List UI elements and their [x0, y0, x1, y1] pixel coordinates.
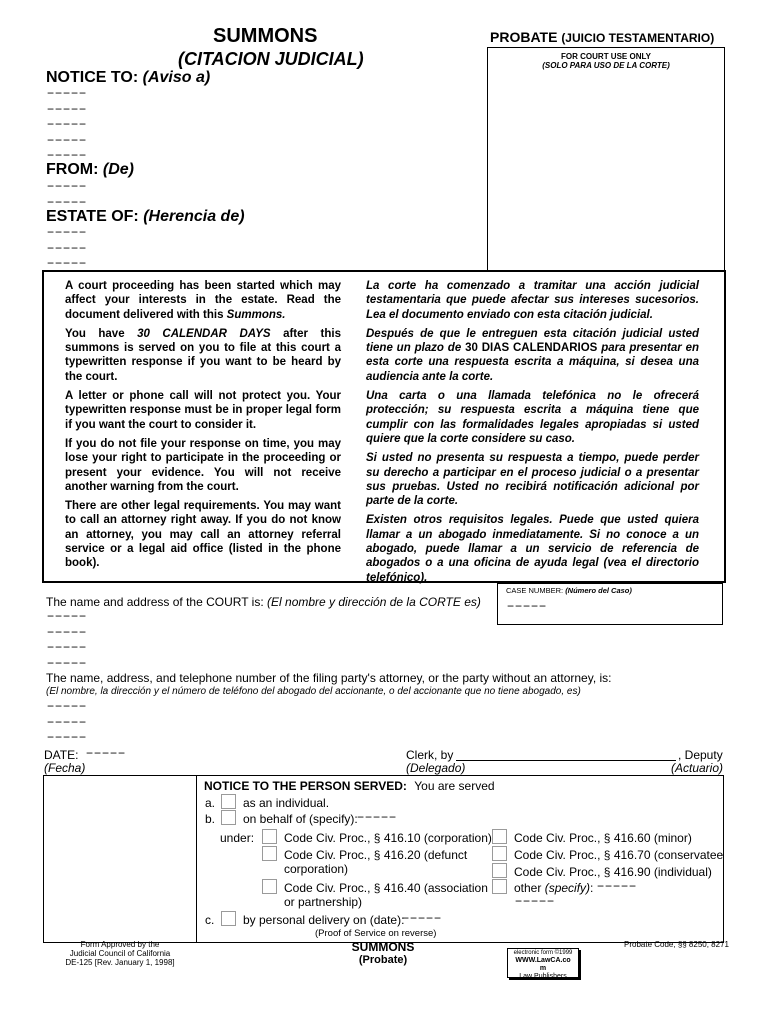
clerk-label: Clerk, by	[406, 748, 454, 762]
notice-to-field[interactable]: −−−−−	[47, 132, 88, 147]
served-b-text: on behalf of (specify):	[243, 812, 358, 826]
served-a-checkbox[interactable]	[221, 794, 236, 809]
notice-to-field[interactable]: −−−−−	[47, 101, 88, 116]
court-label	[46, 595, 481, 609]
court-label-es: (El nombre y dirección de la CORTE es)	[267, 595, 481, 609]
notice-en-p1-em: Summons.	[226, 308, 286, 321]
opt-41640-label: Code Civ. Proc., § 416.40 (association or partnership)	[284, 881, 488, 909]
case-number-label-es: (Número del Caso)	[565, 586, 632, 595]
attorney-field[interactable]: −−−−−	[47, 699, 88, 713]
attorney-label: The name, address, and telephone number of the filing party's attorney, or the party without an attorney, is:	[46, 671, 612, 685]
lawca-badge-line-4: Law Publishers	[519, 973, 567, 978]
from-label	[46, 161, 134, 179]
estate-of-text: ESTATE OF:	[46, 208, 139, 225]
case-number-field[interactable]: −−−−−	[507, 599, 548, 613]
lawca-badge-line-1: electronic form ©1999	[513, 950, 573, 956]
opt-41660-checkbox[interactable]	[492, 829, 507, 844]
opt-41670-label: Code Civ. Proc., § 416.70 (conservatee	[514, 848, 724, 862]
notice-en-p1-text: A court proceeding has been started which may affect your interests in the estate. Read the document delivered with this	[65, 280, 341, 321]
served-title-text: You are served	[414, 779, 495, 793]
served-b-checkbox[interactable]	[221, 810, 236, 825]
served-under-label: under:	[220, 831, 255, 845]
estate-of-field[interactable]: −−−−−	[47, 256, 88, 270]
from-field[interactable]: −−−−−	[47, 194, 88, 209]
served-b-letter: b.	[205, 812, 216, 826]
probate-title: PROBATE	[490, 29, 558, 45]
date-field[interactable]: −−−−−	[86, 746, 127, 760]
notice-en-p2-b: after this summons is served on you to file at this court a typewritten response if you want to be heard by the court.	[65, 327, 341, 383]
notice-to-text-es: (Aviso a)	[142, 69, 211, 86]
opt-other-label: other (specify):	[514, 881, 594, 895]
served-title	[204, 779, 495, 793]
proof-of-service-note: (Proof of Service on reverse)	[315, 928, 437, 939]
footer-probate-code: Probate Code, §§ 8250, 8271	[624, 940, 729, 949]
notice-es-p4: Si usted no presenta su respuesta a tiempo, puede perder su derecho a participar en el proceso judicial o a presentar sus pruebas. Usted no recibirá notificación adicional por parte de la corte.	[366, 452, 699, 508]
estate-of-fields	[47, 225, 87, 272]
court-use-label: FOR COURT USE ONLY	[561, 52, 651, 61]
footer-subtitle-text: (Probate)	[358, 954, 408, 966]
case-number-label	[506, 586, 722, 595]
served-a-text: as an individual.	[243, 796, 330, 810]
notice-to-field[interactable]: −−−−−	[47, 148, 88, 162]
date-label: DATE:	[44, 748, 79, 762]
served-c-letter: c.	[205, 913, 215, 927]
court-field[interactable]: −−−−−	[47, 609, 88, 623]
notice-spanish	[366, 279, 699, 585]
served-c-field[interactable]: −−−−−	[402, 911, 443, 925]
opt-41620-checkbox[interactable]	[262, 846, 277, 861]
opt-other-field[interactable]: −−−−−	[597, 879, 638, 893]
notice-to-field[interactable]: −−−−−	[47, 117, 88, 131]
case-number-box	[497, 583, 723, 625]
deputy-label: , Deputy	[678, 748, 723, 762]
from-field[interactable]: −−−−−	[47, 179, 88, 193]
lawca-badge[interactable]	[507, 948, 579, 978]
opt-other-text: other	[514, 881, 542, 895]
estate-of-field[interactable]: −−−−−	[47, 225, 88, 239]
opt-41640-checkbox[interactable]	[262, 879, 277, 894]
opt-41690-checkbox[interactable]	[492, 863, 507, 878]
opt-41660-label: Code Civ. Proc., § 416.60 (minor)	[514, 831, 692, 845]
court-label-text: The name and address of the COURT is:	[46, 595, 264, 609]
court-field[interactable]: −−−−−	[47, 624, 88, 639]
deputy-label-es: (Actuario)	[671, 761, 724, 775]
footer-form-info	[60, 940, 180, 967]
form-title: SUMMONS	[213, 25, 318, 47]
estate-of-text-es: (Herencia de)	[143, 208, 245, 225]
served-b-field[interactable]: −−−−−	[357, 810, 398, 824]
from-text: FROM:	[46, 161, 99, 178]
attorney-label-es: (El nombre, la dirección y el número de teléfono del abogado del accionante, o del accionante que no tiene abogado, es)	[46, 686, 581, 697]
opt-other-field-2[interactable]: −−−−−	[515, 894, 556, 908]
footer-title-text: SUMMONS	[351, 940, 415, 954]
notice-es-p2-c: para presentar en esta corte una respuesta escrita a máquina, si desea una audiencia ante la corte.	[366, 342, 699, 383]
notice-en-p2-em: 30 CALENDAR DAYS	[137, 327, 271, 340]
notice-es-p2	[366, 327, 699, 384]
notice-es-p1: La corte ha comenzado a tramitar una acción judicial testamentaria que puede afectar sus intereses sucesorios. Lea el documento enviado con esta citación judicial.	[366, 280, 699, 321]
served-title-bold: NOTICE TO THE PERSON SERVED:	[204, 779, 407, 793]
notice-en-p2-a: You have	[65, 327, 125, 340]
notice-en-p4: If you do not file your response on time, you may lose your right to participate in the proceeding or present your evidence. You will not receive another warning from the court.	[65, 437, 341, 493]
estate-of-label	[46, 208, 245, 226]
notice-es-p5: Existen otros requisitos legales. Puede que usted quiera llamar a un abogado inmediatamente. Si no conoce a un abogado, puede llamar a un servicio de referencia de abogados o a una oficina de ayuda legal (vea el directorio telefónico).	[366, 514, 699, 584]
notice-es-p2-a: Después de que le entreguen esta citación judicial usted tiene un plazo de	[366, 327, 699, 355]
opt-41670-checkbox[interactable]	[492, 846, 507, 861]
notice-to-field[interactable]: −−−−−	[47, 86, 88, 100]
notice-en-p1	[65, 279, 341, 322]
notice-en-p3: A letter or phone call will not protect you. Your typewritten response must be in proper legal form if you want the court to consider it.	[65, 390, 341, 431]
from-text-es: (De)	[102, 161, 134, 178]
notice-en-p5: There are other legal requirements. You may want to call an attorney right away. If you do not know an attorney, you may call an attorney referral service or a legal aid office (listed in the phone book).	[65, 500, 341, 570]
opt-other-em: (specify)	[544, 881, 591, 895]
opt-41620-label: Code Civ. Proc., § 416.20 (defunct corporation)	[284, 848, 468, 876]
court-field[interactable]: −−−−−	[47, 655, 88, 670]
opt-41610-label: Code Civ. Proc., § 416.10 (corporation)	[284, 831, 492, 845]
estate-of-field[interactable]: −−−−−	[47, 240, 88, 255]
from-fields	[47, 179, 87, 210]
notice-to-label	[46, 69, 210, 87]
served-c-text: by personal delivery on (date):	[243, 913, 405, 927]
form-subtitle: (CITACION JUDICIAL)	[178, 49, 364, 69]
opt-41690-label: Code Civ. Proc., § 416.90 (individual)	[514, 865, 712, 879]
attorney-fields	[47, 699, 87, 746]
footer-title	[333, 940, 433, 966]
clerk-label-es: (Delegado)	[406, 761, 466, 775]
probate-heading	[490, 29, 714, 45]
clerk-signature-line[interactable]	[456, 759, 676, 761]
notice-to-fields	[47, 86, 87, 164]
opt-41610-checkbox[interactable]	[262, 829, 277, 844]
opt-other-checkbox[interactable]	[492, 879, 507, 894]
footer-form-line-2: Judicial Council of California	[69, 949, 171, 958]
court-use-box	[487, 47, 725, 271]
case-number-label-text: CASE NUMBER:	[506, 586, 564, 595]
served-c-checkbox[interactable]	[221, 911, 236, 926]
notice-es-p3: Una carta o una llamada telefónica no le ofrecerá protección; su respuesta escrita a máquina tiene que cumplir con las formalidades legales apropiadas si usted quiere que la corte considere su caso.	[366, 390, 699, 445]
court-use-label-es: (SOLO PARA USO DE LA CORTE)	[542, 61, 670, 70]
notice-english	[65, 279, 341, 571]
date-label-es: (Fecha)	[44, 761, 86, 775]
footer-form-line-1: Form Approved by the	[80, 940, 160, 949]
attorney-field[interactable]: −−−−−	[47, 730, 88, 744]
notice-en-p2	[65, 327, 341, 384]
lawca-badge-line-2: WWW.LawCA.co	[515, 957, 571, 964]
served-seal-divider	[196, 775, 197, 942]
court-fields	[47, 609, 87, 671]
attorney-field[interactable]: −−−−−	[47, 714, 88, 729]
notice-es-p2-b: 30 DIAS CALENDARIOS	[465, 342, 598, 355]
served-a-letter: a.	[205, 796, 216, 810]
court-field[interactable]: −−−−−	[47, 640, 88, 654]
probate-spanish: (JUICIO TESTAMENTARIO)	[561, 31, 715, 45]
footer-form-line-3: DE-125 [Rev. January 1, 1998]	[65, 958, 175, 967]
lawca-badge-line-3: m	[539, 965, 547, 972]
notice-to-text: NOTICE TO:	[46, 69, 139, 86]
